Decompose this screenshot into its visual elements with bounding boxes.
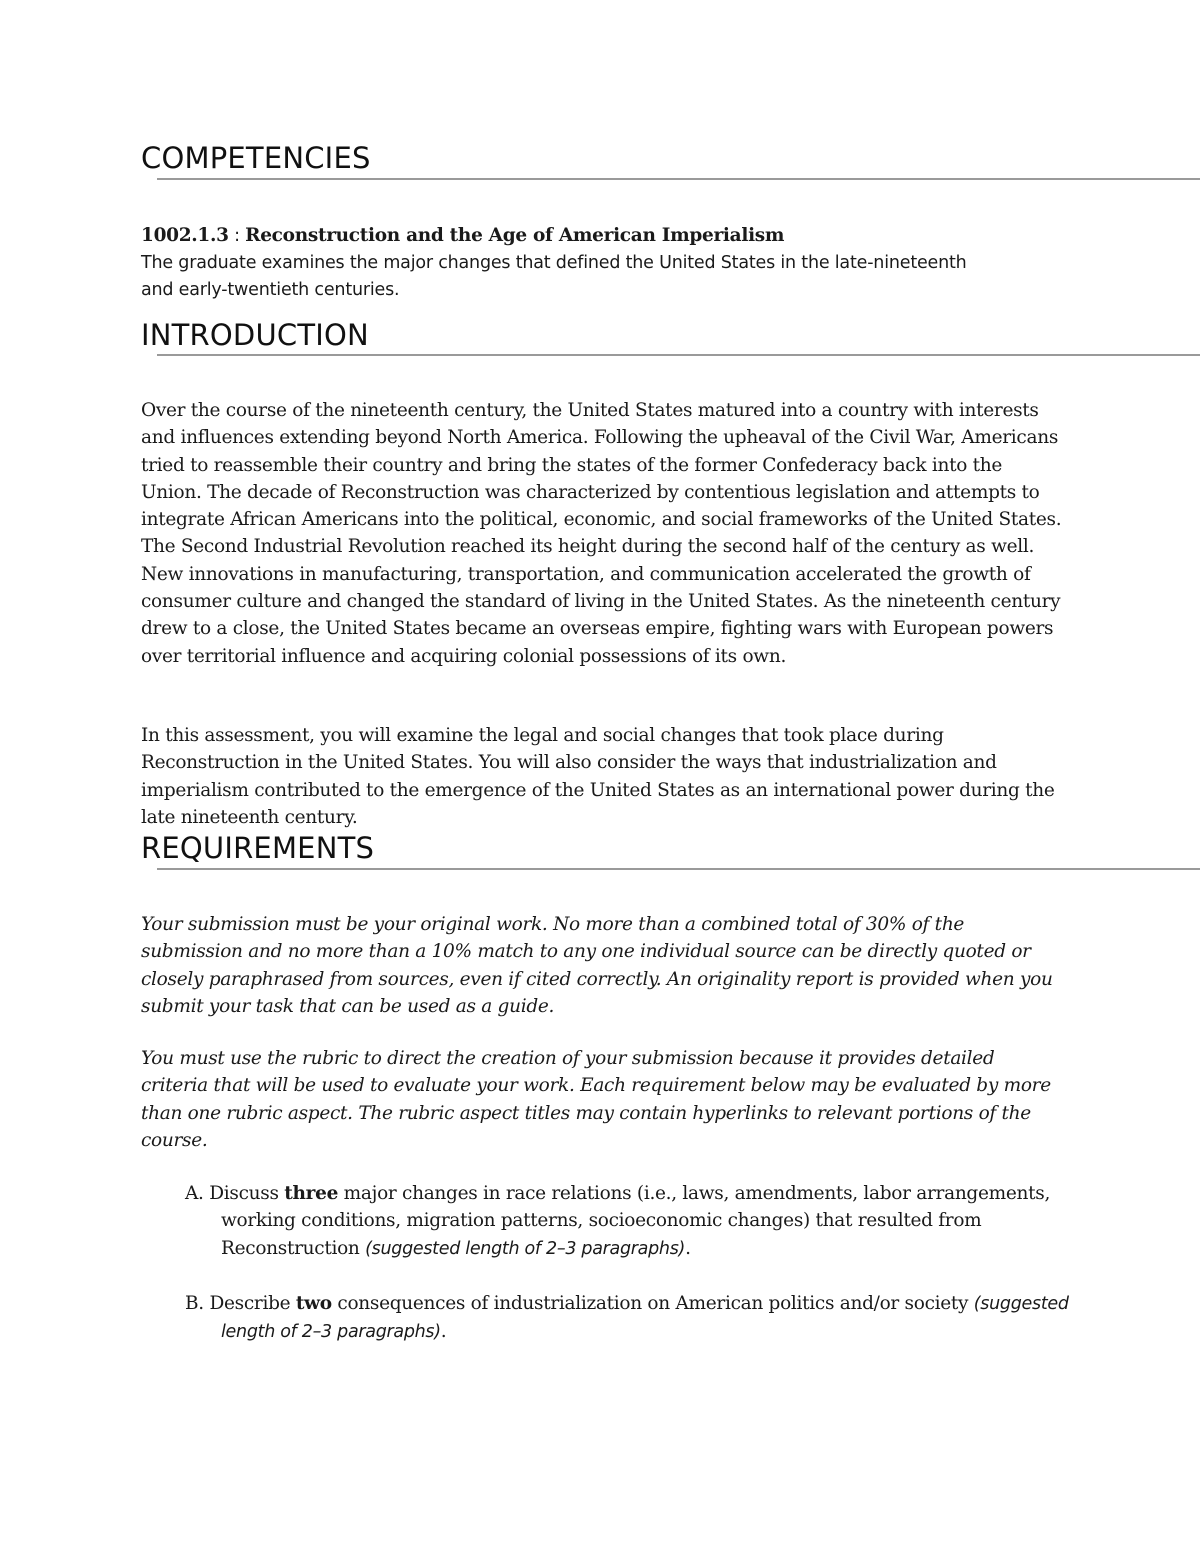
requirement-end: . — [685, 1237, 691, 1259]
introduction-paragraph-2: In this assessment, you will examine the legal and social changes that took place during Reconstruction in the United States. You will also consider the ways that industrialization and imperialism contributed to the emergence of the United States as an international power during the late nineteenth century. — [141, 725, 1055, 828]
originality-note: Your submission must be your original work. No more than a combined total of 30% of the submission and no more than a 10% match to any one individual source can be directly quoted or closely paraphrased from sources, even if cited correctly. An originality report is provided when you submit your task that can be used as a guide. — [141, 914, 1053, 1017]
requirement-marker: B. — [185, 1293, 204, 1314]
requirement-item-b — [185, 1290, 1101, 1347]
requirement-suggestion: (suggested length of 2–3 paragraphs) — [365, 1238, 686, 1259]
requirement-suggestion: (suggested length of 2–3 paragraphs) — [221, 1294, 1069, 1343]
heading-rule — [157, 868, 1200, 870]
competency-code: 1002.1.3 — [141, 225, 229, 246]
competency-title: Reconstruction and the Age of American Imperialism — [245, 225, 785, 246]
requirement-end: . — [440, 1321, 447, 1343]
competency-title-line — [141, 222, 1061, 250]
requirement-marker: A. — [185, 1183, 204, 1204]
heading-rule — [157, 354, 1200, 356]
requirement-text: major changes in race relations (i.e., laws, amendments, labor arrangements, working conditions, migration patterns, socioeconomic changes) that resulted from Reconstruction — [221, 1183, 1051, 1259]
competency-description-line1: The graduate examines the major changes that defined the United States in the late-nineteenth — [141, 253, 967, 273]
rubric-note: You must use the rubric to direct the creation of your submission because it provides detailed criteria that will be used to evaluate your work. Each requirement below may be evaluated by more than one rubric aspect. The rubric aspect titles may contain hyperlinks to relevant portions of the course. — [141, 1048, 1051, 1151]
competency-description-line2: and early-twentieth centuries. — [141, 280, 400, 301]
requirement-verb: Discuss — [209, 1183, 279, 1204]
requirement-text: consequences of industrialization on American politics and/or society — [337, 1293, 969, 1314]
requirement-emphasis: two — [295, 1293, 332, 1314]
requirement-verb: Describe — [209, 1293, 291, 1314]
competency-separator: : — [228, 226, 246, 246]
requirement-item-a — [185, 1180, 1101, 1263]
requirements-heading: REQUIREMENTS — [141, 831, 375, 865]
heading-rule — [157, 178, 1200, 180]
introduction-paragraph-1: Over the course of the nineteenth century, the United States matured into a country with interests and influences extending beyond North America. Following the upheaval of the Civil War, Americans tried to reassemble their country and bring the states of the former Confederacy back into the Union. The decade of Reconstruction was characterized by contentious legislation and attempts to integrate African Americans into the political, economic, and social frameworks of the United States. The Second Industrial Revolution reached its height during the second half of the century as well. New innovations in manufacturing, transportation, and communication accelerated the growth of consumer culture and changed the standard of living in the United States. As the nineteenth century drew to a close, the United States became an overseas empire, fighting wars with European powers over territorial influence and acquiring colonial possessions of its own. — [141, 400, 1062, 667]
introduction-heading: INTRODUCTION — [141, 318, 369, 352]
requirement-emphasis: three — [284, 1183, 339, 1204]
competency-description — [141, 250, 1081, 305]
competencies-heading: COMPETENCIES — [141, 141, 371, 175]
